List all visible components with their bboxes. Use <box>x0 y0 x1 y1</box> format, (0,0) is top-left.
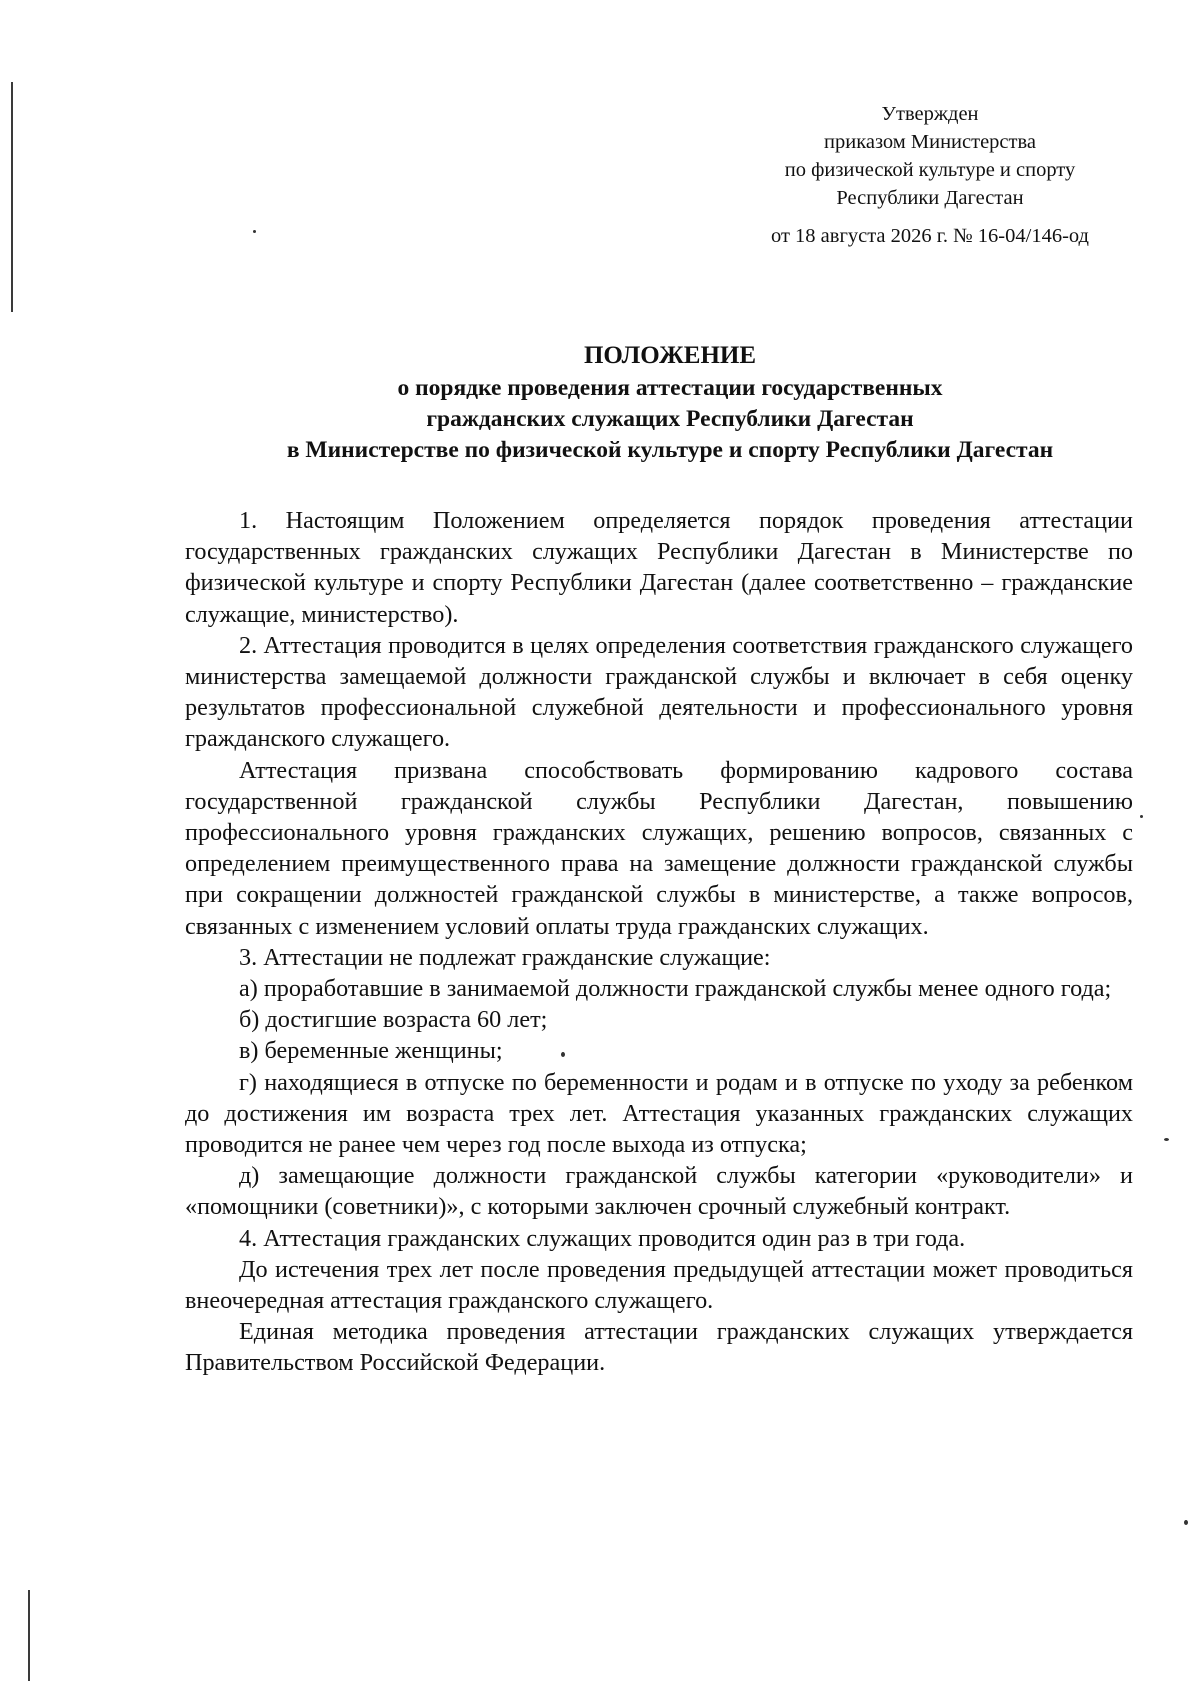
title-subline: о порядке проведения аттестации государственных <box>397 375 943 401</box>
paragraph: а) проработавшие в занимаемой должности гражданской службы менее одного года; <box>239 975 1112 1003</box>
approval-line: Республики Дагестан <box>836 187 1024 209</box>
scan-speck <box>1140 815 1143 818</box>
title-subline: гражданских служащих Республики Дагестан <box>426 406 914 432</box>
paragraph: г) находящиеся в отпуске по беременности и родам и в отпуске по уходу за ребенком до достижения им возраста трех лет. Аттестация указанных гражданских служащих проводится не ранее чем через год после выхода из отпуска; <box>185 1068 1133 1159</box>
scan-speck <box>1164 1138 1169 1141</box>
document-title <box>150 340 1190 466</box>
paragraph: Аттестация призвана способствовать формированию кадрового состава государственной гражданской службы Республики Дагестан, повышению профессионального уровня гражданских служащих, решению вопросов, связанных с определением преимущественного права на замещение должности гражданской службы при сокращении должностей гражданской службы в министерстве, а также вопросов, связанных с изменением условий оплаты труда гражданских служащих. <box>185 756 1133 940</box>
document-body <box>185 505 1133 1379</box>
paragraph: в) беременные женщины; <box>239 1037 503 1065</box>
paragraph: 2. Аттестация проводится в целях определения соответствия гражданского служащего министерства замещаемой должности гражданской службы и включает в себя оценку результатов профессиональной служебной деятельности и профессионального уровня гражданского служащего. <box>185 631 1133 753</box>
paragraph: б) достигшие возраста 60 лет; <box>239 1006 548 1034</box>
paragraph: 1. Настоящим Положением определяется порядок проведения аттестации государственных гражданских служащих Республики Дагестан в Министерстве по физической культуре и спорту Республики Дагестан (далее соответственно – гражданские служащие, министерство). <box>185 507 1133 628</box>
approval-stamp-block <box>730 100 1130 250</box>
paragraph: До истечения трех лет после проведения предыдущей аттестации может проводиться внеочередная аттестация гражданского служащего. <box>185 1255 1133 1315</box>
approval-line: приказом Министерства <box>824 131 1036 153</box>
approval-line: Утвержден <box>881 103 979 125</box>
scan-edge-mark <box>28 1590 30 1681</box>
scan-edge-mark <box>11 82 13 312</box>
scan-speck <box>1184 1520 1188 1525</box>
paragraph: 3. Аттестации не подлежат гражданские служащие: <box>239 943 771 971</box>
title-heading: ПОЛОЖЕНИЕ <box>583 342 757 369</box>
paragraph: д) замещающие должности гражданской службы категории «руководители» и «помощники (советники)», с которыми заключен срочный служебный контракт. <box>185 1162 1133 1221</box>
approval-line: по физической культуре и спорту <box>784 159 1076 181</box>
paragraph: 4. Аттестация гражданских служащих проводится один раз в три года. <box>239 1224 966 1252</box>
title-subline: в Министерстве по физической культуре и спорту Республики Дагестан <box>286 437 1054 463</box>
paragraph: Единая методика проведения аттестации гражданских служащих утверждается Правительством Российской Федерации. <box>185 1318 1133 1377</box>
scan-speck <box>253 230 256 233</box>
approval-date: от 18 августа 2026 г. № 16-04/146-од <box>770 225 1089 247</box>
